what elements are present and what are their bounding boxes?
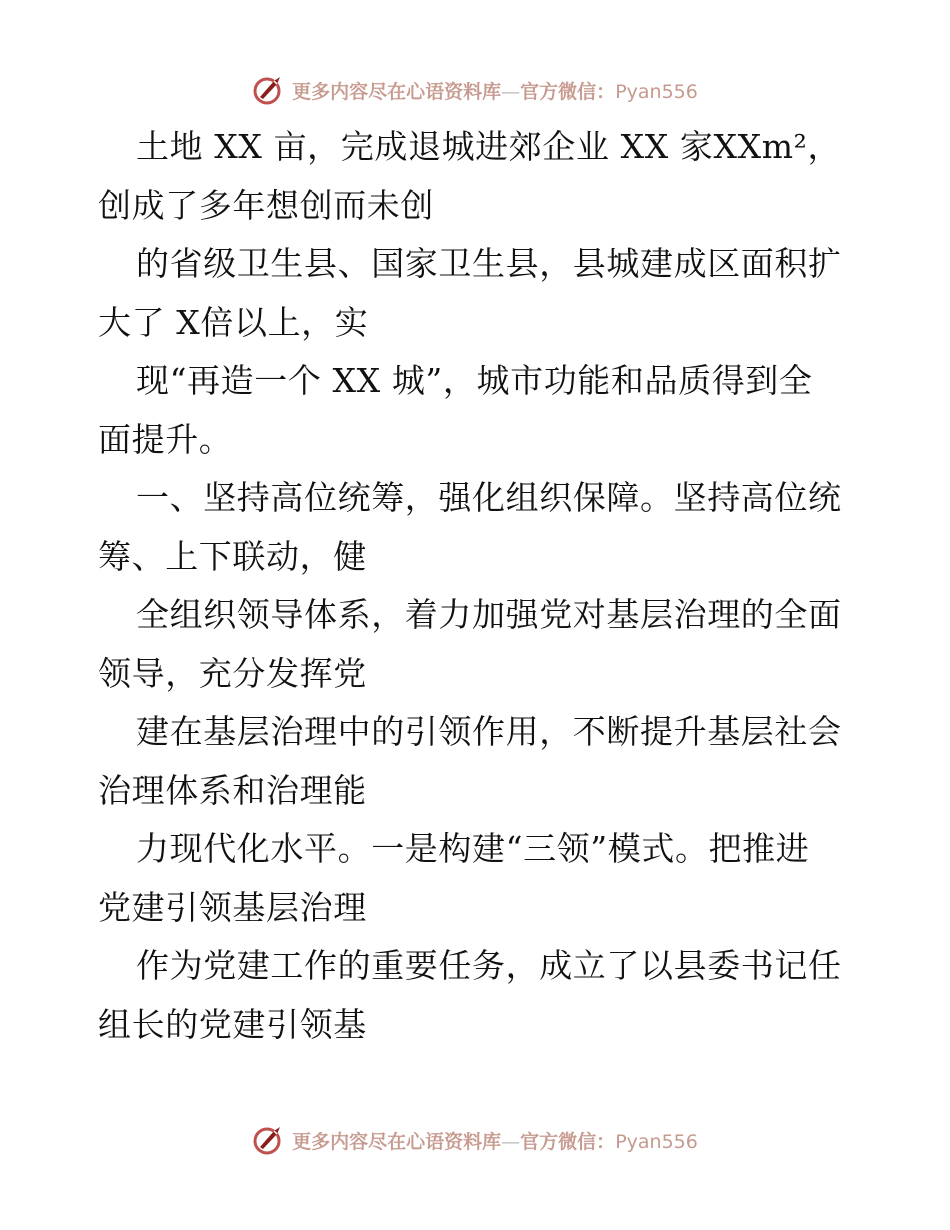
body-line: 领导，充分发挥党 (98, 653, 367, 693)
document-body (98, 118, 858, 1054)
header-watermark (0, 70, 950, 110)
header-brand: 更多内容尽在心语资料库 (292, 80, 502, 103)
body-line: 党建引领基层治理 (98, 887, 367, 927)
footer-watermark (0, 1120, 950, 1160)
header-wechat-id: Pyan556 (615, 80, 698, 103)
body-line: 的省级卫生县、国家卫生县，县城建成区面积扩 (136, 244, 842, 283)
body-line: 一、坚持高位统筹，强化组织保障。坚持高位统 (136, 478, 842, 517)
body-line: 作为党建工作的重要任务，成立了以县委书记任 (136, 946, 842, 985)
footer-watermark-text (292, 1127, 698, 1154)
body-line: 全组织领导体系，着力加强党对基层治理的全面 (136, 595, 842, 634)
pen-nib-circle-icon (252, 73, 286, 107)
footer-separator: — (501, 1130, 521, 1153)
body-line: 组长的党建引领基 (98, 1004, 367, 1044)
body-line: 面提升。 (98, 419, 233, 459)
footer-wechat-label: 官方微信： (520, 1130, 616, 1153)
header-watermark-text (292, 77, 698, 104)
header-wechat-label: 官方微信： (520, 80, 616, 103)
body-line: 治理体系和治理能 (98, 770, 367, 810)
body-line: 土地 XX 亩，完成退城进郊企业 XX 家XXm²， (136, 127, 842, 166)
body-line: 现“再造一个 XX 城”，城市功能和品质得到全 (136, 361, 813, 400)
body-line: 筹、上下联动，健 (98, 536, 367, 576)
body-line: 大了 X倍以上，实 (98, 302, 369, 342)
footer-brand: 更多内容尽在心语资料库 (292, 1130, 502, 1153)
pen-nib-circle-icon (252, 1123, 286, 1157)
body-line: 建在基层治理中的引领作用，不断提升基层社会 (136, 712, 842, 751)
footer-wechat-id: Pyan556 (615, 1130, 698, 1153)
header-separator: — (501, 80, 521, 103)
body-line: 力现代化水平。一是构建“三领”模式。把推进 (136, 829, 810, 868)
body-line: 创成了多年想创而未创 (98, 185, 434, 225)
